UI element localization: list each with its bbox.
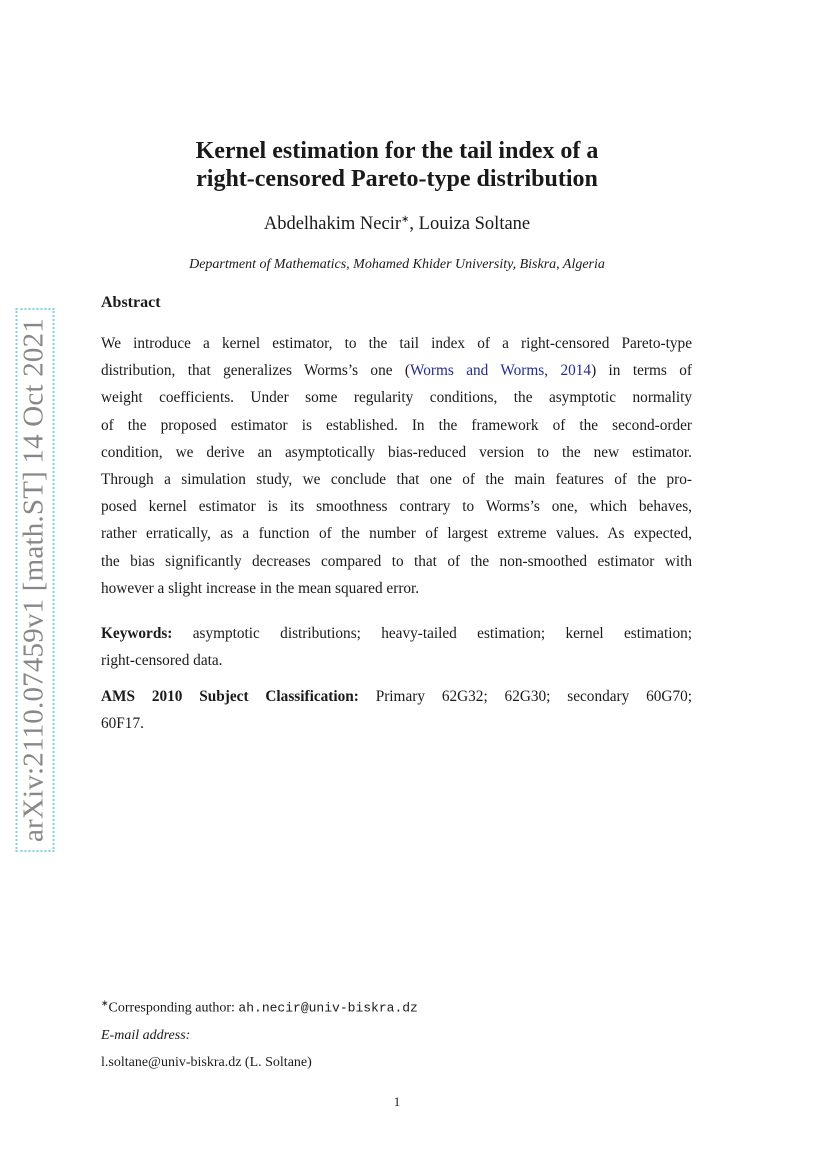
keywords-line bbox=[101, 620, 692, 647]
footnotes bbox=[101, 990, 701, 1076]
page-number: 1 bbox=[393, 1094, 401, 1109]
abstract-body bbox=[101, 330, 692, 602]
title-line-1: Kernel estimation for the tail index of a bbox=[195, 138, 599, 164]
abstract-line: posed kernel estimator is its smoothness contrary to Worms’s one, which behaves, bbox=[101, 498, 692, 516]
keywords-label: Keywords: bbox=[101, 625, 173, 642]
abstract-text: distribution, that generalizes Worms’s one ( bbox=[101, 362, 411, 380]
abstract-line: rather erratically, as a function of the number of largest extreme values. As expected, bbox=[101, 525, 692, 543]
abstract-line: weight coefficients. Under some regularity conditions, the asymptotic normality bbox=[101, 389, 692, 407]
citation-link[interactable]: Worms and Worms, 2014 bbox=[410, 362, 592, 380]
arxiv-identifier-stamp[interactable]: arXiv:2110.07459v1 [math.ST] 14 Oct 2021 bbox=[16, 308, 55, 852]
keywords-section bbox=[101, 620, 692, 674]
author-list bbox=[120, 214, 674, 235]
abstract-line: Through a simulation study, we conclude that one of the main features of the pro- bbox=[101, 470, 692, 488]
abstract-line: condition, we derive an asymptotically bias-reduced version to the new estimator. bbox=[101, 443, 692, 461]
abstract-line bbox=[101, 357, 692, 384]
ams-line bbox=[101, 683, 692, 710]
abstract-line: of the proposed estimator is established. In the framework of the second-order bbox=[101, 416, 692, 434]
ams-label: AMS 2010 Subject Classification: bbox=[101, 688, 359, 705]
abstract-line: however a slight increase in the mean squared error. bbox=[101, 579, 420, 597]
email-label: E-mail address: bbox=[101, 1027, 191, 1043]
affiliation: Department of Mathematics, Mohamed Khider University, Biskra, Algeria bbox=[189, 257, 605, 272]
title-line-2: right-censored Pareto-type distribution bbox=[196, 166, 598, 192]
abstract-text: ) in terms of bbox=[591, 362, 692, 380]
corresponding-email[interactable]: ah.necir@univ-biskra.dz bbox=[238, 1000, 418, 1016]
abstract-heading: Abstract bbox=[101, 294, 161, 311]
abstract-line: We introduce a kernel estimator, to the tail index of a right-censored Pareto-type bbox=[101, 335, 692, 352]
author-name: Louiza Soltane bbox=[418, 214, 531, 235]
keywords-line: right-censored data. bbox=[101, 652, 223, 670]
ams-text: Primary 62G32; 62G30; secondary 60G70; bbox=[375, 688, 693, 705]
ams-classification-section bbox=[101, 683, 692, 737]
keywords-text: asymptotic distributions; heavy-tailed estimation; kernel estimation; bbox=[192, 625, 692, 642]
footnote-mark: ∗ bbox=[101, 998, 109, 1008]
paper-title bbox=[120, 137, 674, 193]
ams-line: 60F17. bbox=[101, 715, 144, 733]
corresponding-author-footnote bbox=[101, 990, 701, 1022]
second-author-email: l.soltane@univ-biskra.dz (L. Soltane) bbox=[101, 1054, 312, 1070]
author-separator: , bbox=[409, 214, 419, 235]
corresponding-label: Corresponding author: bbox=[108, 1000, 239, 1016]
corresponding-author-mark[interactable]: ∗ bbox=[401, 214, 410, 225]
author-name: Abdelhakim Necir bbox=[263, 214, 402, 235]
abstract-line: the bias significantly decreases compared to that of the non-smoothed estimator with bbox=[101, 552, 692, 570]
